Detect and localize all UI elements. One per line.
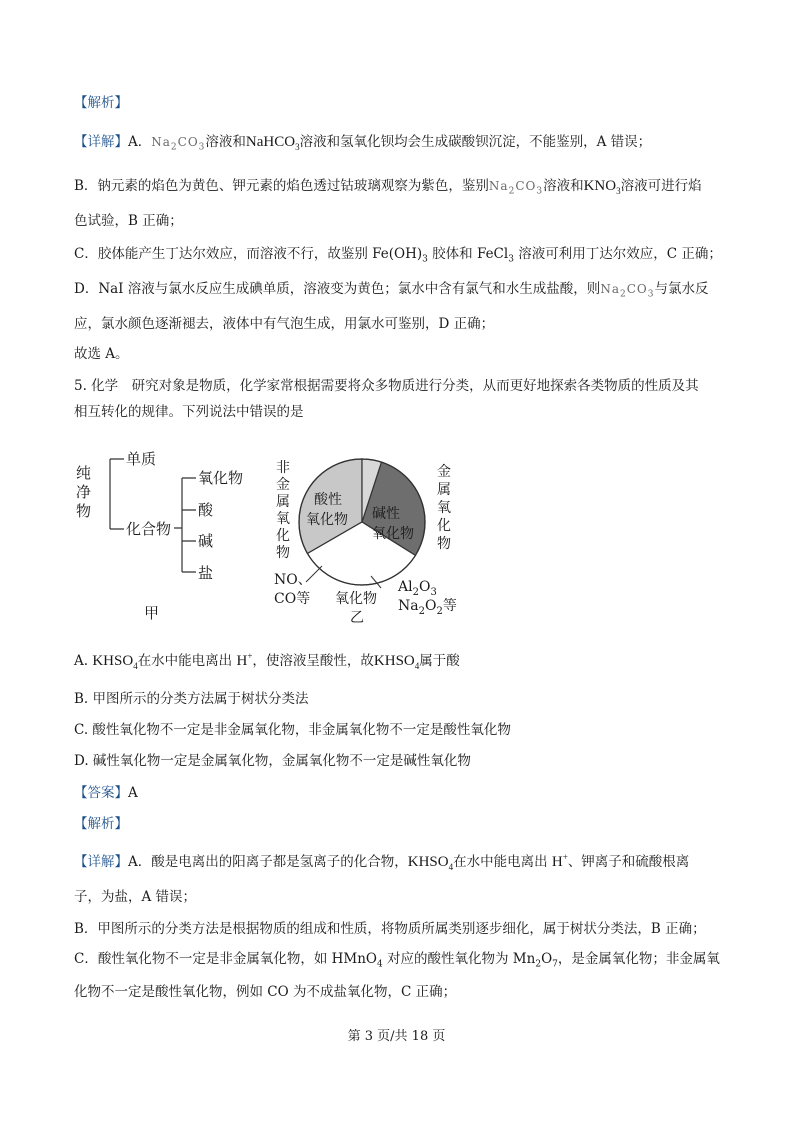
- detail-label: 【详解】: [74, 134, 128, 150]
- question-stem-line2: 相互转化的规律。下列说法中错误的是: [74, 404, 304, 420]
- option-c: C. 酸性氧化物不一定是非金属氧化物，非金属氧化物不一定是酸性氧化物: [74, 722, 511, 738]
- text: 与氯水反: [654, 281, 709, 297]
- text: 溶液和: [205, 134, 246, 150]
- tree-leaf-base: 碱: [198, 532, 214, 550]
- basic-oxide-label-2: 氧化物: [372, 526, 414, 542]
- tree-branch-simple: 单质: [126, 450, 157, 468]
- formula-na2co3: $Na_2CO_3$: [600, 282, 655, 300]
- detail-b-line2: 色试验，B 正确；: [74, 213, 183, 229]
- acidic-oxide-label-1: 酸性: [314, 492, 342, 508]
- left-vert-char: 非: [276, 460, 290, 476]
- tree-root-char-1: 纯: [76, 464, 92, 482]
- detail-a-line: [74, 133, 651, 151]
- nonmetal-oxide-vertical-label: [276, 460, 290, 561]
- text: 溶液和氢氧化钡均会生成碳酸钡沉淀，不能鉴别，A 错误；: [299, 134, 652, 150]
- bottom-left-label-2: CO等: [274, 591, 311, 607]
- formula-na2co3: $Na_2CO_3$: [488, 179, 544, 197]
- tree-diagram-jia: [76, 450, 243, 622]
- right-vert-char: 物: [437, 536, 451, 552]
- tree-root-char-2: 净: [76, 483, 92, 501]
- detail2-c-line2: 化物不一定是酸性氧化物，例如 CO 为不成盐氧化物，C 正确；: [74, 984, 457, 1000]
- caption-yi: 乙: [350, 610, 364, 626]
- metal-oxide-vertical-label: [437, 464, 451, 552]
- right-vert-char: 属: [437, 482, 451, 498]
- left-vert-char: 属: [276, 494, 290, 510]
- tree-root-char-3: 物: [76, 502, 92, 520]
- detail2-c-line1: C．酸性氧化物不一定是非金属氧化物，如 HMnO$_4$ 对应的酸性氧化物为 $Mn_2O_7$，是金属氧化物；非金属氧: [74, 951, 720, 970]
- formula-na2co3: $Na_2CO_3$: [151, 135, 206, 153]
- conclusion: 故选 A。: [74, 346, 129, 362]
- answer: [74, 784, 138, 802]
- detail-b-line1: [74, 177, 702, 195]
- tree-leaf-oxide: 氧化物: [198, 469, 244, 487]
- text: D．NaI 溶液与氯水反应生成碘单质，溶液变为黄色；氯水中含有氯气和水生成盐酸，则: [74, 281, 601, 297]
- answer-value: A: [128, 785, 138, 801]
- tree-leaf-acid: 酸: [198, 501, 214, 519]
- detail-c-line: C．胶体能产生丁达尔效应，而溶液不行，故鉴别 $Fe(OH)_3$ 胶体和 FeCl$_3$ 溶液可利用丁达尔效应，C 正确；: [74, 246, 722, 265]
- detail-d-line1: [74, 280, 708, 298]
- detail2-b-line: B．甲图所示的分类方法是根据物质的组成和性质，将物质所属类别逐步细化，属于树状分类法，B 正确；: [74, 921, 706, 937]
- right-vert-char: 金: [437, 464, 451, 480]
- option-prefix: A．: [128, 134, 152, 150]
- basic-oxide-label-1: 碱性: [372, 506, 400, 522]
- left-vert-char: 氧: [276, 511, 290, 527]
- left-vert-char: 物: [276, 545, 290, 561]
- detail2-a-line1: 【详解】A．酸是电离出的阳离子都是氢离子的化合物，$KHSO_4$在水中能电离出 H+、钾离子和硫酸根离: [74, 852, 690, 872]
- text: 溶液可进行焰: [620, 178, 702, 194]
- answer-label: 【答案】: [74, 785, 128, 801]
- caption-jia: 甲: [144, 604, 160, 622]
- right-vert-char: 化: [437, 518, 451, 534]
- option-b: B. 甲图所示的分类方法属于树状分类法: [74, 691, 309, 707]
- detail-d-line2: 应，氯水颜色逐渐褪去，液体中有气泡生成，用氯水可鉴别，D 正确；: [74, 316, 495, 332]
- text: B．钠元素的焰色为黄色、钾元素的焰色透过钴玻璃观察为紫色，鉴别: [74, 178, 489, 194]
- left-vert-char: 化: [276, 528, 290, 544]
- tree-leaf-salt: 盐: [198, 564, 214, 582]
- classification-diagrams: [70, 448, 470, 628]
- option-a: A. $KHSO_4$在水中能电离出 H+，使溶液呈酸性，故$KHSO_4$属于酸: [74, 651, 460, 671]
- analysis-heading-2: 【解析】: [74, 816, 128, 832]
- bottom-left-label-1: NO、: [274, 572, 312, 588]
- bottom-center-label: 氧化物: [335, 591, 377, 607]
- tree-branch-compound: 化合物: [126, 520, 172, 538]
- left-vert-char: 金: [276, 477, 290, 493]
- question-stem-line1: 5. 化学 研究对象是物质，化学家常根据需要将众多物质进行分类，从而更好地探索各类物质的性质及其: [74, 378, 699, 394]
- formula-kno3: $KNO_3$: [583, 178, 621, 196]
- pie-diagram-yi: [274, 459, 457, 626]
- detail-label-2: 【详解】: [74, 854, 128, 870]
- acidic-oxide-label-2: 氧化物: [306, 512, 348, 528]
- page-footer: 第 3 页/共 18 页: [347, 1029, 446, 1044]
- al2o3-label: $Al_2O_3$: [398, 579, 437, 598]
- option-d: D. 碱性氧化物一定是金属氧化物，金属氧化物不一定是碱性氧化物: [74, 753, 471, 769]
- analysis-heading: 【解析】: [74, 95, 128, 111]
- formula-nahco3: NaHCO$_3$: [245, 134, 300, 152]
- text: 溶液和: [543, 178, 584, 194]
- right-vert-char: 氧: [437, 500, 451, 516]
- detail2-a-line2: 子，为盐，A 错误；: [74, 889, 197, 905]
- na2o2-label: $Na_2O_2$等: [398, 598, 457, 617]
